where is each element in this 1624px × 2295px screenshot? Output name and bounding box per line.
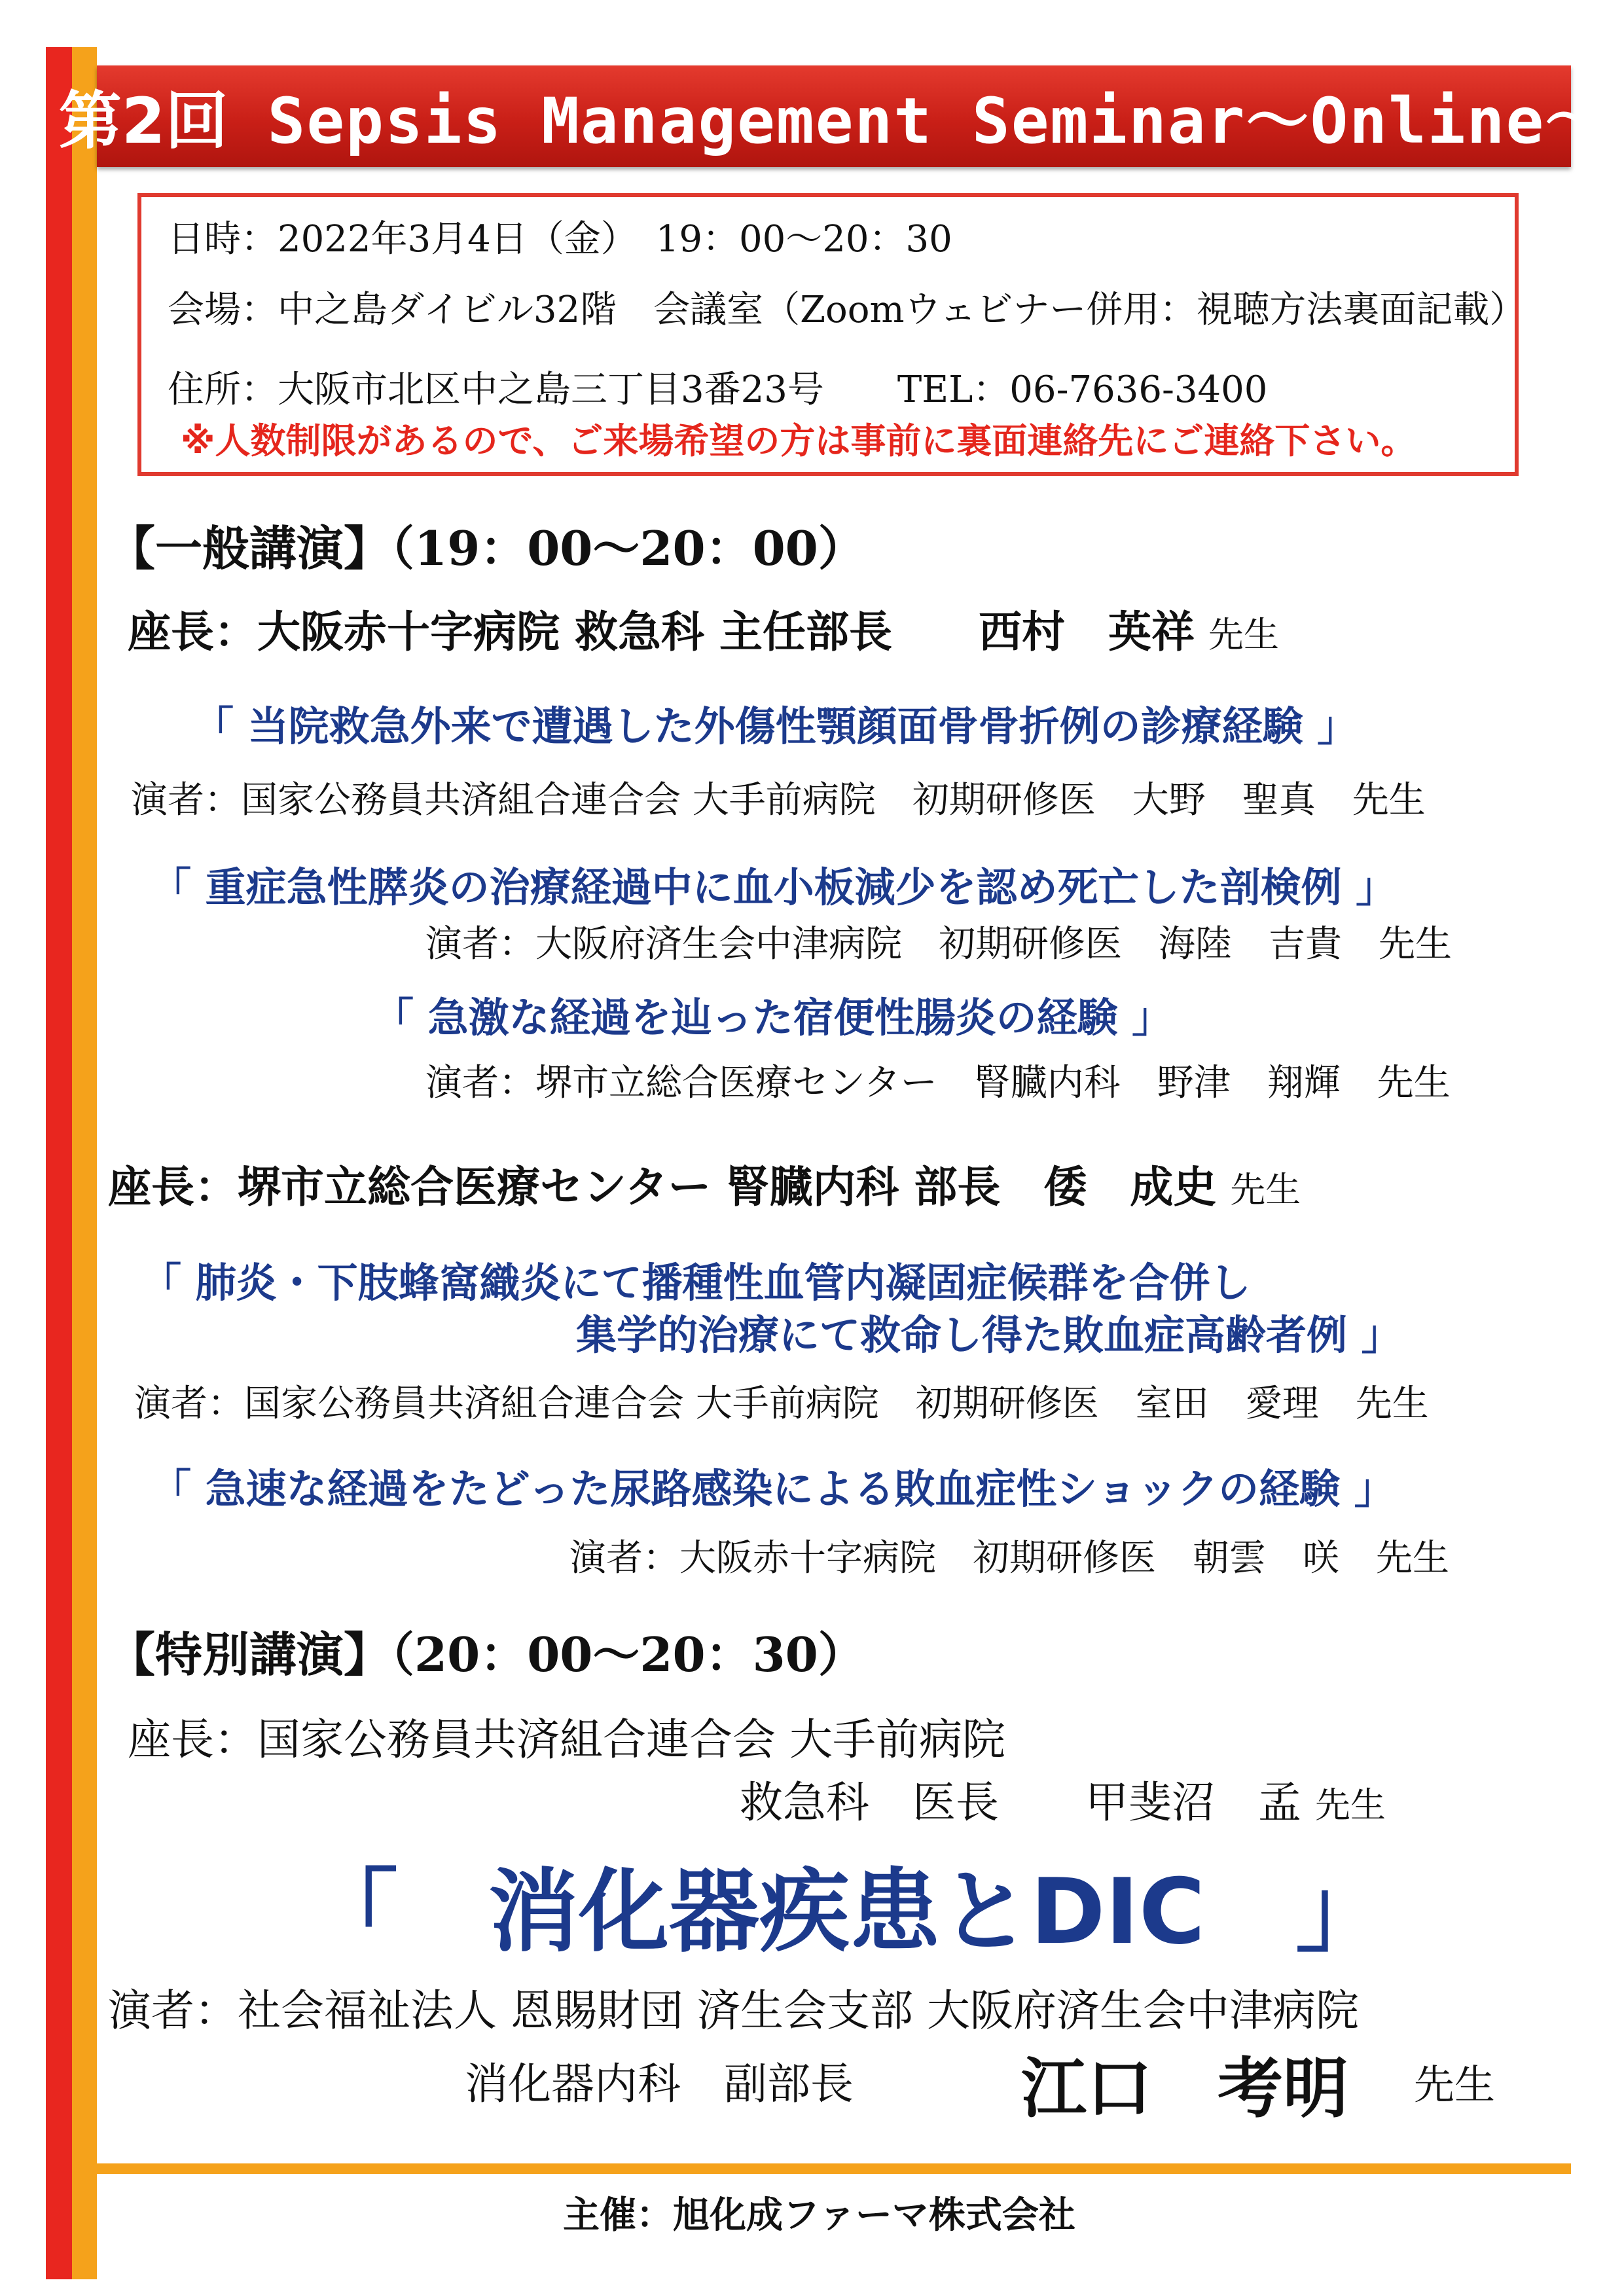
- left-orange-bar: [72, 47, 97, 2279]
- general-chair-1-text: 座長：大阪赤十字病院 救急科 主任部長 西村 英祥: [128, 606, 1195, 657]
- general-chair-2: [108, 1152, 1301, 1214]
- general-heading: 【一般講演】（19：00～20：00）: [108, 520, 865, 576]
- special-chair-name: 救急科 医長 甲斐沼 孟: [740, 1777, 1301, 1828]
- talk-1-title: 「 当院救急外来で遭遇した外傷性顎顔面骨骨折例の診療経験 」: [193, 702, 1358, 750]
- special-chair-suffix: 先生: [1314, 1784, 1386, 1826]
- talk-4-speaker: 演者：国家公務員共済組合連合会 大手前病院 初期研修医 室田 愛理 先生: [134, 1382, 1429, 1425]
- info-datetime: 日時：2022年3月4日（金） 19：00～20：30: [168, 218, 952, 261]
- general-chair-1: [128, 597, 1279, 659]
- talk-3-title: 「 急激な経過を辿った宿便性腸炎の経験 」: [373, 994, 1173, 1041]
- talk-2-speaker: 演者：大阪府済生会中津病院 初期研修医 海陸 吉貴 先生: [425, 923, 1452, 966]
- talk-1-speaker: 演者：国家公務員共済組合連合会 大手前病院 初期研修医 大野 聖真 先生: [131, 779, 1426, 822]
- special-speaker-name: 江口 考明: [1021, 2050, 1348, 2127]
- talk-2-title: 「 重症急性膵炎の治療経過中に血小板減少を認め死亡した剖検例 」: [151, 863, 1397, 911]
- general-chair-2-text: 座長：堺市立総合医療センター 腎臓内科 部長 倭 成史: [108, 1161, 1217, 1212]
- footer-divider: [97, 2163, 1571, 2174]
- talk-5-title: 「 急速な経過をたどった尿路感染による敗血症性ショックの経験 」: [151, 1465, 1395, 1513]
- title-edition: 第2回: [58, 84, 228, 158]
- special-chair-line-1: 座長：国家公務員共済組合連合会 大手前病院: [128, 1714, 1005, 1765]
- special-heading: 【特別講演】（20：00～20：30）: [108, 1627, 865, 1682]
- talk-3-speaker: 演者：堺市立総合医療センター 腎臓内科 野津 翔輝 先生: [425, 1062, 1451, 1104]
- special-talk-title: 「 消化器疾患とDIC 」: [308, 1859, 1386, 1964]
- talk-4-title-line-1: 「 肺炎・下肢蜂窩織炎にて播種性血管内凝固症候群を合併し: [141, 1259, 1251, 1307]
- special-chair-line-2: [740, 1767, 1386, 1830]
- info-notice: ※人数制限があるので、ご来場希望の方は事前に裏面連絡先にご連絡下さい。: [181, 420, 1416, 461]
- general-chair-1-suffix: 先生: [1208, 614, 1279, 655]
- title-seminar-name: Sepsis Management Seminar～Online～: [267, 84, 1610, 158]
- special-speaker-suffix: 先生: [1414, 2061, 1496, 2108]
- info-box: [137, 193, 1526, 476]
- talk-5-speaker: 演者：大阪赤十字病院 初期研修医 朝雲 咲 先生: [569, 1537, 1449, 1580]
- title-banner: [58, 65, 1610, 167]
- left-red-bar: [46, 47, 72, 2279]
- info-address: 住所：大阪市北区中之島三丁目3番23号 TEL：06-7636-3400: [168, 369, 1268, 411]
- sponsor: 主催：旭化成ファーマ株式会社: [563, 2194, 1075, 2237]
- info-venue: 会場：中之島ダイビル32階 会議室（Zoomウェビナー併用：視聴方法裏面記載）: [168, 289, 1526, 331]
- special-speaker-dept: 消化器内科 副部長: [465, 2059, 854, 2109]
- general-chair-2-suffix: 先生: [1230, 1169, 1301, 1210]
- talk-4-title-line-2: 集学的治療にて救命し得た敗血症高齢者例 」: [576, 1311, 1402, 1359]
- special-speaker-line-1: 演者：社会福祉法人 恩賜財団 済生会支部 大阪府済生会中津病院: [108, 1985, 1359, 2036]
